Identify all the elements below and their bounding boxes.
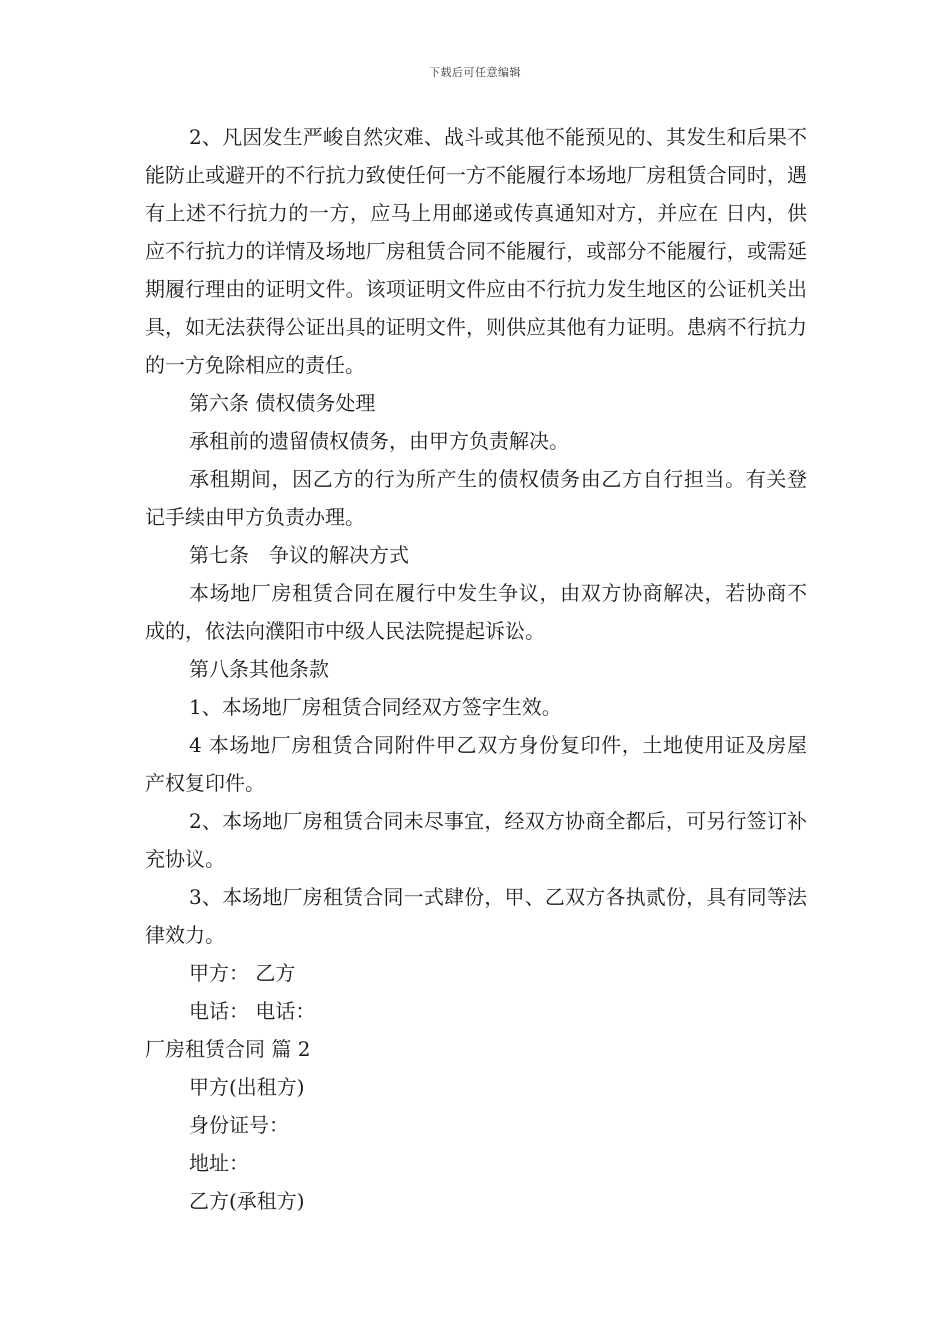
- clause-item-3: 3、本场地厂房租赁合同一式肆份，甲、乙双方各执贰份，具有同等法律效力。: [145, 885, 807, 947]
- section-heading-article-8: 第八条其他条款: [189, 657, 329, 681]
- id-number-field-label: 身份证号：: [189, 1113, 289, 1137]
- party-b-label: 乙方(承租方): [189, 1189, 305, 1213]
- document-body: [145, 118, 807, 1220]
- address-field-label: 地址：: [189, 1151, 249, 1175]
- clause-item-2: 2、本场地厂房租赁合同未尽事宜，经双方协商全都后，可另行签订补充协议。: [145, 809, 807, 871]
- party-a-label: 甲方(出租方): [189, 1075, 305, 1099]
- clause-item-4: 4 本场地厂房租赁合同附件甲乙双方身份复印件，土地使用证及房屋产权复印件。: [145, 733, 807, 795]
- paragraph-force-majeure: 2、凡因发生严峻自然灾难、战斗或其他不能预见的、其发生和后果不能防止或避开的不行抗力致使任何一方不能履行本场地厂房租赁合同时，遇有上述不行抗力的一方，应马上用邮递或传真通知对方，并应在 日内，供应不行抗力的详情及场地厂房租赁合同不能履行，或部分不能履行，或需延期履行理由的证明文件。该项证明文件应由不行抗力发生地区的公证机关出具，如无法获得公证出具的证明文件，则供应其他有力证明。患病不行抗力的一方免除相应的责任。: [145, 125, 807, 377]
- page-header: 下载后可任意编辑: [429, 66, 521, 79]
- signature-phone-line: 电话： 电话：: [189, 999, 316, 1023]
- contract-title-part-2: 厂房租赁合同 篇 2: [145, 1037, 311, 1061]
- section-heading-article-7: 第七条 争议的解决方式: [189, 543, 409, 567]
- signature-parties-line: 甲方： 乙方: [189, 961, 296, 985]
- paragraph-pre-lease-debts: 承租前的遗留债权债务，由甲方负责解决。: [189, 429, 569, 453]
- section-heading-article-6: 第六条 债权债务处理: [189, 391, 376, 415]
- paragraph-dispute-resolution: 本场地厂房租赁合同在履行中发生争议，由双方协商解决，若协商不成的，依法向濮阳市中级人民法院提起诉讼。: [145, 581, 807, 643]
- paragraph-lease-period-debts: 承租期间，因乙方的行为所产生的债权债务由乙方自行担当。有关登记手续由甲方负责办理。: [145, 467, 807, 529]
- clause-item-1: 1、本场地厂房租赁合同经双方签字生效。: [189, 695, 562, 719]
